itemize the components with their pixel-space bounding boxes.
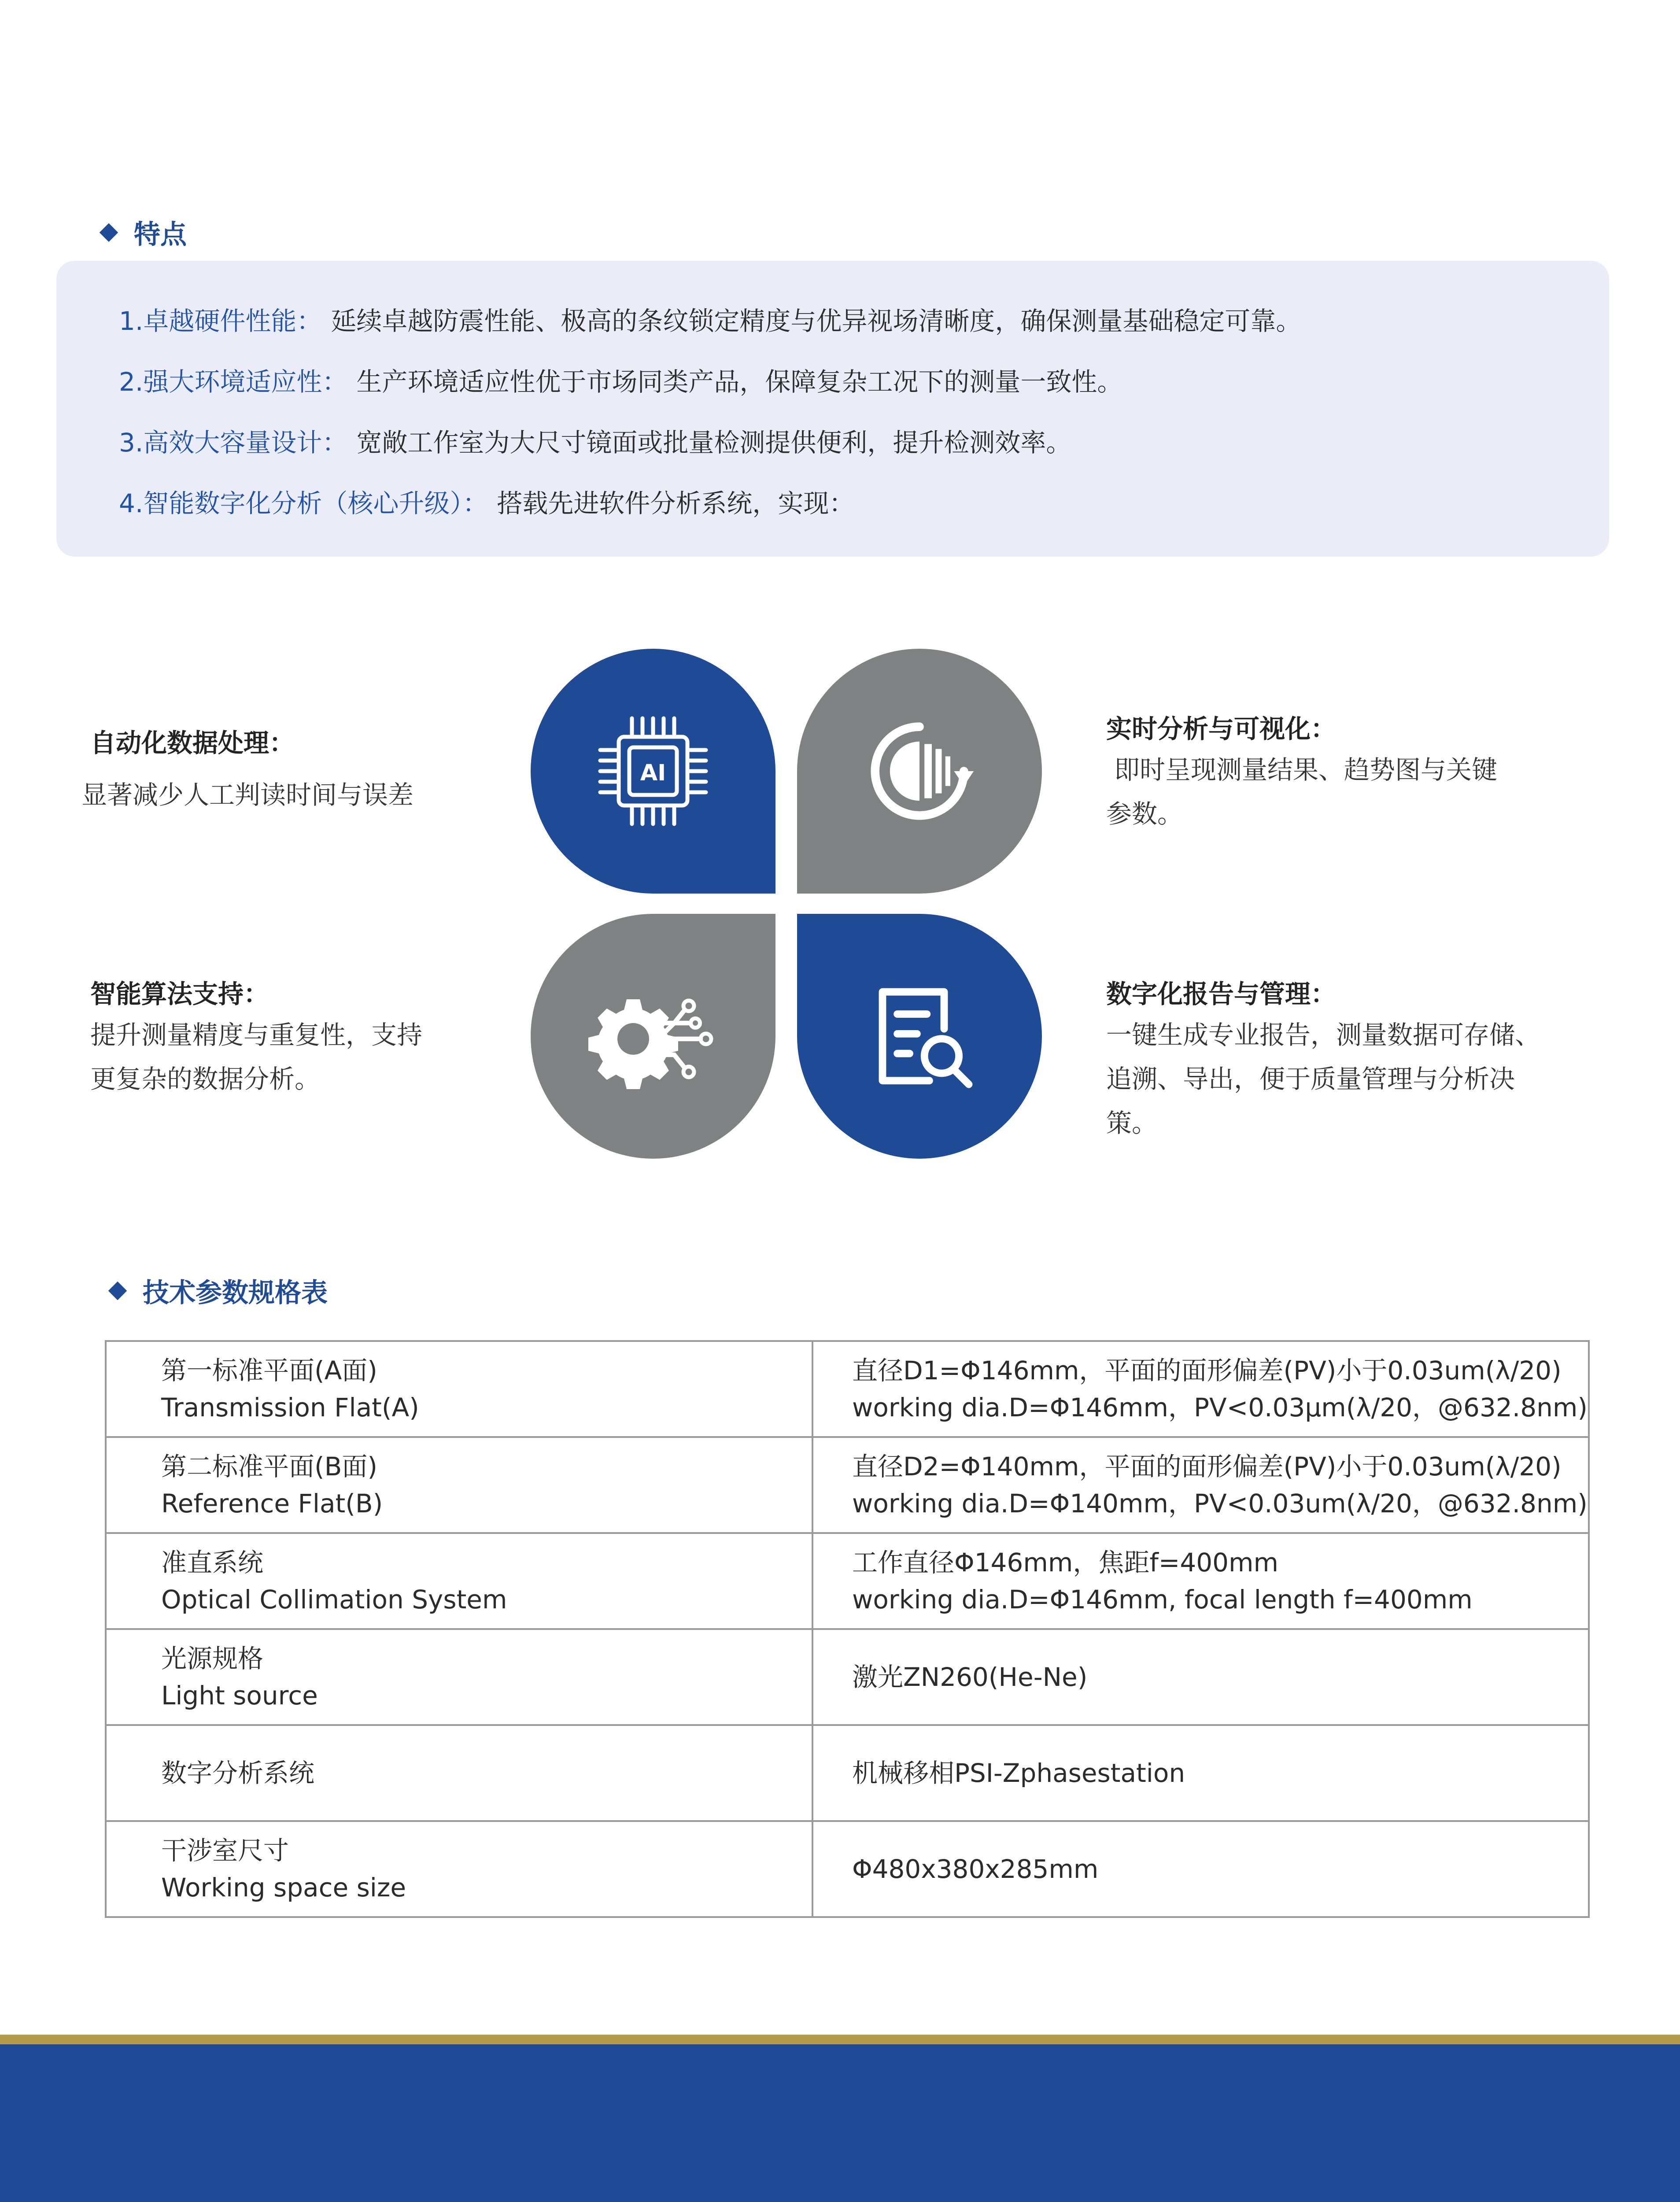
auto-processing-desc: 显著减少人工判读时间与误差 <box>81 780 414 810</box>
spec-value-cell: 直径D1=Φ146mm，平面的面形偏差(PV)小于0.03um(λ/20) working dia.D=Φ146mm，PV<0.03μm(λ/20，@632.8nm) <box>812 1341 1589 1437</box>
smart-algorithm-desc: 提升测量精度与重复性，支持 更复杂的数据分析。 <box>90 1020 423 1094</box>
refresh-chart-petal <box>797 649 1042 894</box>
spec-name-cell: 光源规格 Light source <box>106 1629 812 1725</box>
features-box <box>56 261 1609 557</box>
spec-table <box>105 1340 1590 1918</box>
table-row <box>106 1437 1589 1533</box>
features-title: 特点 <box>102 214 187 251</box>
table-row <box>106 1725 1589 1821</box>
spec-value-cell: Φ480x380x285mm <box>812 1821 1589 1917</box>
specs-title: 技术参数规格表 <box>111 1272 328 1310</box>
spec-name-cell: 干涉室尺寸 Working space size <box>106 1821 812 1917</box>
table-row <box>106 1533 1589 1629</box>
diamond-bullet-icon <box>100 223 118 242</box>
spec-name-cell: 第二标准平面(B面) Reference Flat(B) <box>106 1437 812 1533</box>
diamond-bullet-icon <box>108 1282 127 1300</box>
svg-text:AI: AI <box>640 760 666 786</box>
feature-item: 4.智能数字化分析（核心升级）： 搭载先进软件分析系统，实现： <box>119 488 855 518</box>
table-row <box>106 1341 1589 1437</box>
feature-item: 3.高效大容量设计： 宽敞工作室为大尺寸镜面或批量检测提供便利，提升检测效率。 <box>119 428 1072 458</box>
realtime-analysis-desc: 即时呈现测量结果、趋势图与关键 参数。 <box>1106 755 1498 829</box>
table-row <box>106 1821 1589 1917</box>
feature-item: 1.卓越硬件性能： 延续卓越防震性能、极高的条纹锁定精度与优异视场清晰度，确保测量基础稳定可靠。 <box>119 306 1302 336</box>
ai-chip-petal <box>531 649 775 894</box>
document-search-petal <box>797 914 1042 1159</box>
footer-blue-band <box>0 2044 1680 2202</box>
spec-value-cell: 机械移相PSI-Zphasestation <box>812 1725 1589 1821</box>
gold-divider-band <box>0 2035 1680 2044</box>
spec-name-cell: 第一标准平面(A面) Transmission Flat(A) <box>106 1341 812 1437</box>
spec-name-cell: 准直系统 Optical Collimation System <box>106 1533 812 1629</box>
spec-value-cell: 工作直径Φ146mm，焦距f=400mm working dia.D=Φ146mm, focal length f=400mm <box>812 1533 1589 1629</box>
smart-algorithm-title: 智能算法支持： <box>90 979 270 1009</box>
gear-circuit-petal <box>531 914 775 1159</box>
spec-value-cell: 直径D2=Φ140mm，平面的面形偏差(PV)小于0.03um(λ/20) working dia.D=Φ140mm，PV<0.03um(λ/20，@632.8nm) <box>812 1437 1589 1533</box>
auto-processing-title: 自动化数据处理： <box>90 728 295 758</box>
ai-chip-icon <box>587 705 719 837</box>
realtime-analysis-title: 实时分析与可视化： <box>1106 714 1337 744</box>
feature-item: 2.强大环境适应性： 生产环境适应性优于市场同类产品，保障复杂工况下的测量一致性。 <box>119 367 1123 397</box>
table-row <box>106 1629 1589 1725</box>
digital-report-desc: 一键生成专业报告，测量数据可存储、 追溯、导出，便于质量管理与分析决 策。 <box>1106 1020 1541 1138</box>
document-search-icon <box>858 975 981 1098</box>
spec-value-cell: 激光ZN260(He-Ne) <box>812 1629 1589 1725</box>
spec-name-cell: 数字分析系统 <box>106 1725 812 1821</box>
refresh-chart-icon <box>858 709 981 833</box>
gear-circuit-icon <box>587 970 719 1102</box>
digital-report-title: 数字化报告与管理： <box>1106 979 1337 1009</box>
